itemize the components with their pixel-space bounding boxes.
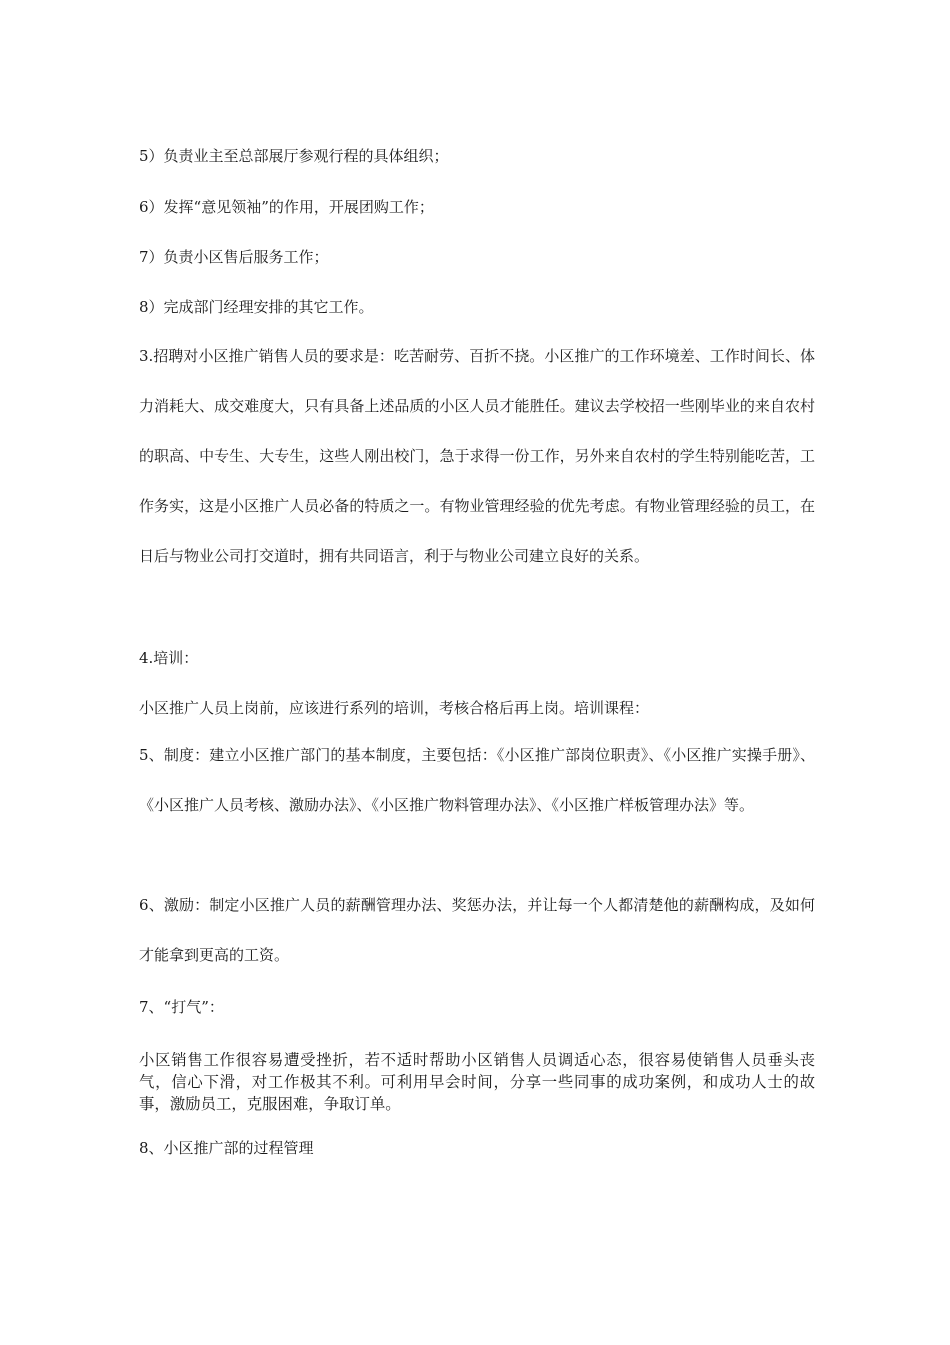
section-7-body: 小区销售工作很容易遭受挫折，若不适时帮助小区销售人员调适心态，很容易使销售人员垂头丧气，信心下滑，对工作极其不利。可利用早会时间，分享一些同事的成功案例，和成功人士的故事，激励员工，克服困难，争取订单。 (139, 1051, 815, 1113)
section-8-heading: 8、小区推广部的过程管理 (139, 1139, 314, 1157)
section-3-recruitment: 3.招聘对小区推广销售人员的要求是：吃苦耐劳、百折不挠。小区推广的工作环境差、工作时间长、体力消耗大、成交难度大，只有具备上述品质的小区人员才能胜任。建议去学校招一些刚毕业的来自农村的职高、中专生、大专生，这些人刚出校门，急于求得一份工作，另外来自农村的学生特别能吃苦，工作务实，这是小区推广人员必备的特质之一。有物业管理经验的优先考虑。有物业管理经验的员工，在日后与物业公司打交道时，拥有共同语言，利于与物业公司建立良好的关系。 (139, 347, 815, 565)
duty-item-6: 6）发挥“意见领袖”的作用，开展团购工作； (139, 198, 434, 216)
duty-item-5: 5）负责业主至总部展厅参观行程的具体组织； (139, 147, 449, 165)
section-4-body: 小区推广人员上岗前，应该进行系列的培训，考核合格后再上岗。培训课程： (139, 699, 650, 717)
duty-item-7: 7）负责小区售后服务工作； (139, 248, 329, 266)
section-6-incentive: 6、激励：制定小区推广人员的薪酬管理办法、奖惩办法，并让每一个人都清楚他的薪酬构成，及如何才能拿到更高的工资。 (139, 896, 815, 964)
section-7-heading: 7、“打气”： (139, 998, 224, 1016)
section-5-system: 5、制度：建立小区推广部门的基本制度，主要包括：《小区推广部岗位职责》、《小区推广实操手册》、《小区推广人员考核、激励办法》、《小区推广物料管理办法》、《小区推广样板管理办法》等。 (139, 746, 815, 814)
section-4-heading: 4.培训： (139, 649, 199, 667)
duty-item-8: 8）完成部门经理安排的其它工作。 (139, 298, 374, 316)
